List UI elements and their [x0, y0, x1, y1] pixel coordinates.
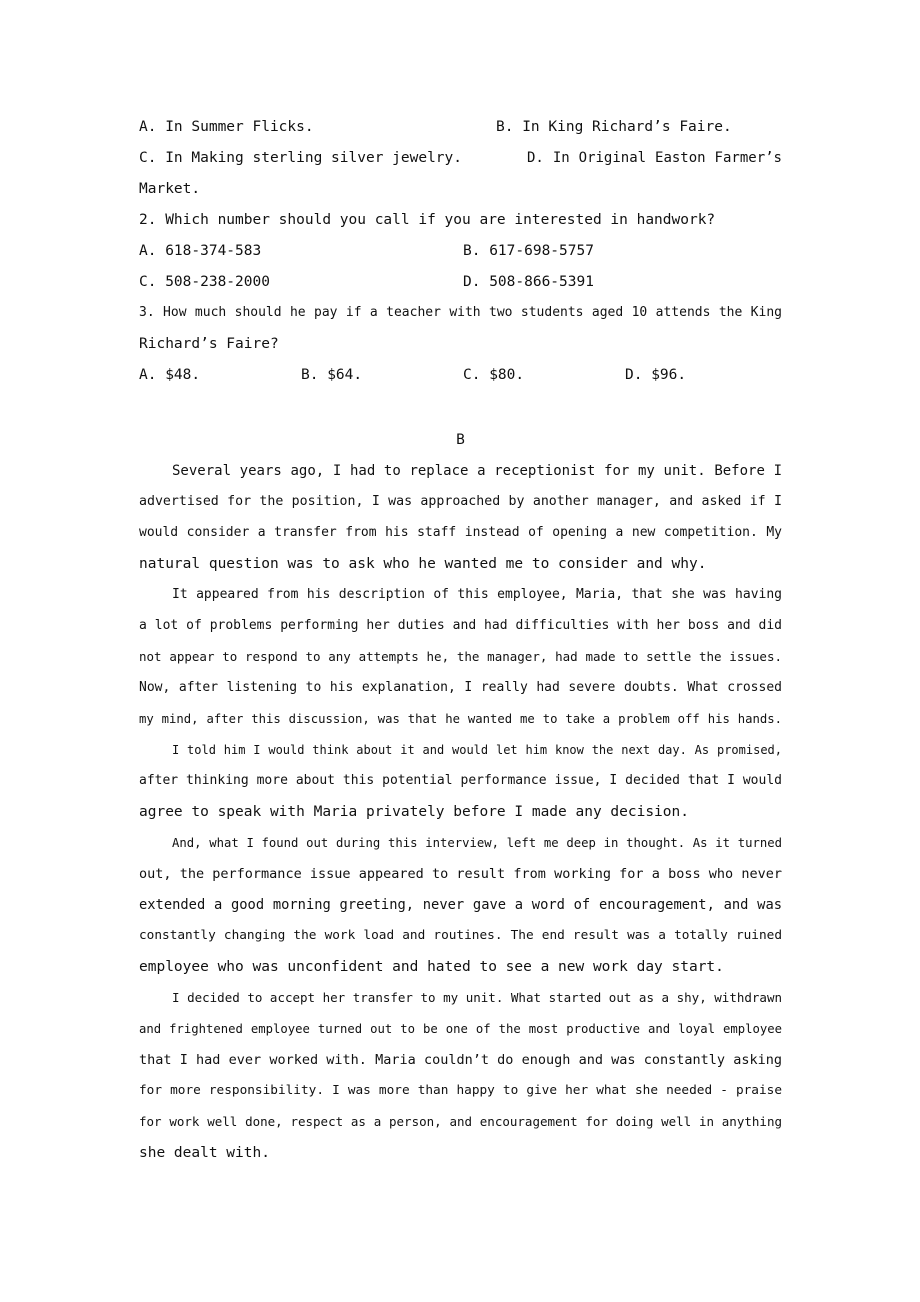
q3-option-b: B. $64.	[301, 367, 363, 383]
q2-option-c: C. 508-238-2000	[139, 274, 270, 290]
q2-option-a: A. 618-374-583	[139, 243, 262, 259]
q3-option-c: C. $80.	[463, 367, 525, 383]
q1-option-c: C. In Making sterling silver jewelry.	[139, 150, 463, 166]
paragraph-line: for work well done, respect as a person, and encouragement for doing well in anything	[139, 1114, 782, 1129]
paragraph-line: employee who was unconfident and hated to see a new work day start.	[139, 959, 724, 975]
q1-option-d-continued: Market.	[139, 181, 201, 197]
paragraph-line: extended a good morning greeting, never gave a word of encouragement, and was	[139, 897, 782, 913]
paragraph-line: agree to speak with Maria privately before I made any decision.	[139, 804, 689, 820]
paragraph-line: for more responsibility. I was more than happy to give her what she needed - praise	[139, 1083, 782, 1098]
paragraph-line: I decided to accept her transfer to my unit. What started out as a shy, withdrawn	[172, 990, 782, 1005]
paragraph-line: not appear to respond to any attempts he, the manager, had made to settle the issues.	[139, 649, 782, 664]
paragraph-line: after thinking more about this potential performance issue, I decided that I would	[139, 773, 782, 788]
paragraph-line: Several years ago, I had to replace a receptionist for my unit. Before I	[172, 463, 782, 479]
paragraph-line: And, what I found out during this interview, left me deep in thought. As it turned	[172, 836, 782, 850]
q2-option-b: B. 617-698-5757	[463, 243, 594, 259]
q2-question: 2. Which number should you call if you are interested in handwork?	[139, 212, 716, 228]
paragraph-line: I told him I would think about it and would let him know the next day. As promised,	[172, 743, 782, 757]
q3-option-d: D. $96.	[625, 367, 687, 383]
q3-question-continued: Richard’s Faire?	[139, 336, 279, 352]
paragraph-line: my mind, after this discussion, was that he wanted me to take a problem off his hands.	[139, 712, 782, 726]
paragraph-line: It appeared from his description of this employee, Maria, that she was having	[172, 587, 782, 602]
q2-option-d: D. 508-866-5391	[463, 274, 594, 290]
paragraph-line: she dealt with.	[139, 1145, 270, 1161]
section-heading: B	[456, 432, 465, 448]
paragraph-line: advertised for the position, I was approached by another manager, and asked if I	[139, 494, 782, 509]
q1-option-d: D. In Original Easton Farmer’s	[527, 150, 782, 166]
q3-option-a: A. $48.	[139, 367, 201, 383]
paragraph-line: constantly changing the work load and routines. The end result was a totally ruined	[139, 928, 782, 943]
q1-option-b: B. In King Richard’s Faire.	[496, 119, 732, 135]
paragraph-line: natural question was to ask who he wanted me to consider and why.	[139, 556, 707, 572]
q1-option-a: A. In Summer Flicks.	[139, 119, 314, 135]
paragraph-line: out, the performance issue appeared to result from working for a boss who never	[139, 866, 782, 882]
paragraph-line: would consider a transfer from his staff instead of opening a new competition. My	[139, 525, 782, 540]
paragraph-line: a lot of problems performing her duties and had difficulties with her boss and did	[139, 618, 782, 633]
paragraph-line: and frightened employee turned out to be one of the most productive and loyal employee	[139, 1022, 782, 1036]
q3-question: 3. How much should he pay if a teacher with two students aged 10 attends the King	[139, 305, 782, 320]
paragraph-line: that I had ever worked with. Maria couldn’t do enough and was constantly asking	[139, 1052, 782, 1068]
paragraph-line: Now, after listening to his explanation, I really had severe doubts. What crossed	[139, 680, 782, 695]
